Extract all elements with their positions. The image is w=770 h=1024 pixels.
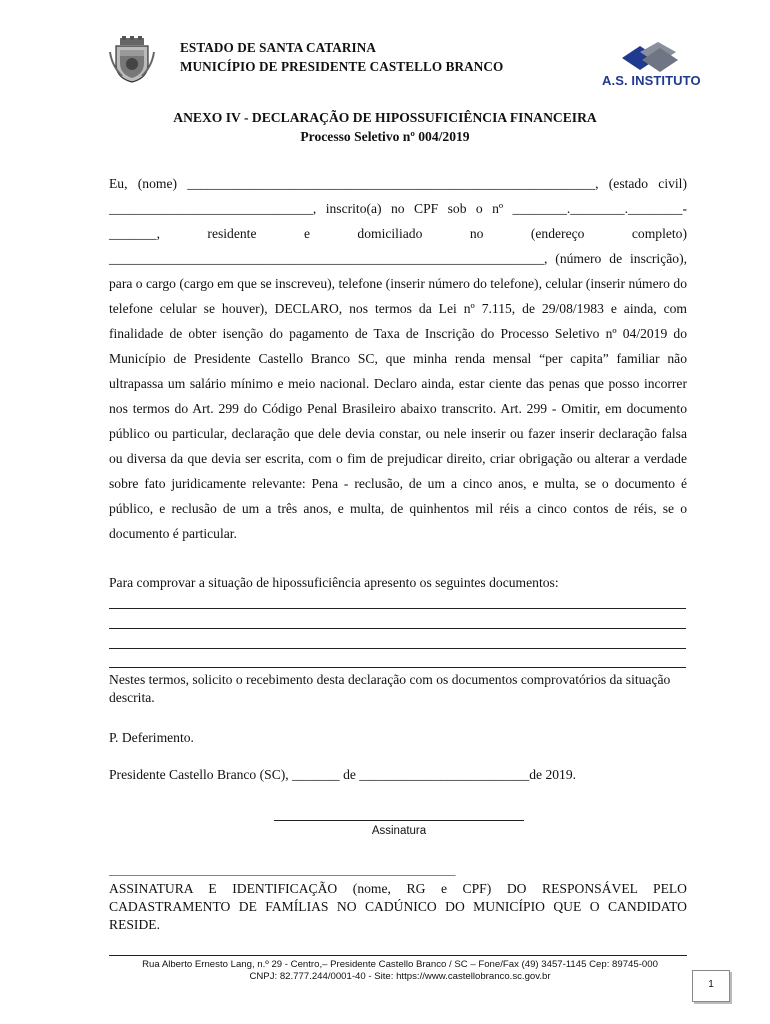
documents-line-1 (109, 608, 686, 609)
header-state: ESTADO DE SANTA CATARINA (180, 40, 376, 55)
municipal-coat-of-arms-icon (108, 36, 156, 84)
responsible-signature-text: ASSINATURA E IDENTIFICAÇÃO (nome, RG e CPF) DO RESPONSÁVEL PELO CADASTRAMENTO DE FAMÍLIAS NO CADÚNICO DO MUNICÍPIO QUE O CANDIDATO RESIDE. (109, 881, 687, 932)
footer-rule (109, 955, 687, 956)
footer-contact: CNPJ: 82.777.244/0001-40 - Site: https://www.castellobranco.sc.gov.br (249, 971, 551, 982)
deferimento-text: P. Deferimento. (109, 730, 194, 745)
header-municipality: MUNICÍPIO DE PRESIDENTE CASTELLO BRANCO (180, 59, 504, 74)
documents-line-3 (109, 648, 686, 649)
footer-address: Rua Alberto Ernesto Lang, n.º 29 - Centro,– Presidente Castello Branco / SC – Fone/Fax (49) 3457-1145 Cep: 89745-000 (142, 959, 658, 970)
closing-text: Nestes termos, solicito o recebimento desta declaração com os documentos comprovatórios da situação descrita. (109, 672, 671, 705)
signature-label: Assinatura (371, 825, 427, 837)
signature-line (274, 820, 524, 821)
declaration-body (109, 171, 687, 546)
page-number: 1 (708, 979, 714, 990)
logo-caption: A.S. INSTITUTO (602, 73, 701, 88)
header-text (180, 38, 503, 76)
document-title: ANEXO IV - DECLARAÇÃO DE HIPOSSUFICIÊNCIA FINANCEIRA (173, 110, 597, 125)
responsible-signature-caption (109, 880, 687, 934)
document-subtitle: Processo Seletivo nº 004/2019 (300, 129, 470, 144)
documents-intro-text: Para comprovar a situação de hipossuficiência apresento os seguintes documentos: (109, 575, 559, 590)
responsible-signature-line: _______________________________________________________________ (109, 865, 456, 877)
documents-intro (109, 573, 687, 593)
documents-line-4 (109, 667, 686, 668)
date-line: Presidente Castello Branco (SC), _______ de _________________________de 2019. (109, 767, 577, 782)
declaration-paragraph: Eu, (nome) ____________________________________________________________, (estado civil) ______________________________, inscrito(a) no CPF sob o nº ________.________.________-_______, residente e domiciliado no (endereço completo) ________________________________________________________________, (número de inscrição), para o cargo (cargo em que se inscreveu), telefone (inserir número do telefone), celular (inserir número do telefone celular se houver), DECLARO, nos termos da Lei nº 7.115, de 29/08/1983 e ainda, com finalidade de obter isenção do pagamento de Taxa de Inscrição do Processo Seletivo nº 04/2019 do Município de Presidente Castello Branco SC, que minha renda mensal “per capita” familiar não ultrapassa um salário mínimo e meio nacional. Declaro ainda, estar ciente das penas que posso incorrer nos termos do Art. 299 do Código Penal Brasileiro abaixo transcrito. Art. 299 - Omitir, em documento público ou particular, declaração que dele devia constar, ou nele inserir ou fazer inserir declaração falsa ou diversa da que devia ser escrita, com o fim de prejudicar direito, criar obrigação ou alterar a verdade sobre fato juridicamente relevante: Pena - reclusão, de um a cinco anos, e multa, se o documento é público, e reclusão de um a três anos, e multa, de quinhentos mil réis a cinco contos de réis, se o documento é particular. (109, 176, 687, 541)
documents-line-2 (109, 628, 686, 629)
page-number-box (692, 970, 730, 1002)
